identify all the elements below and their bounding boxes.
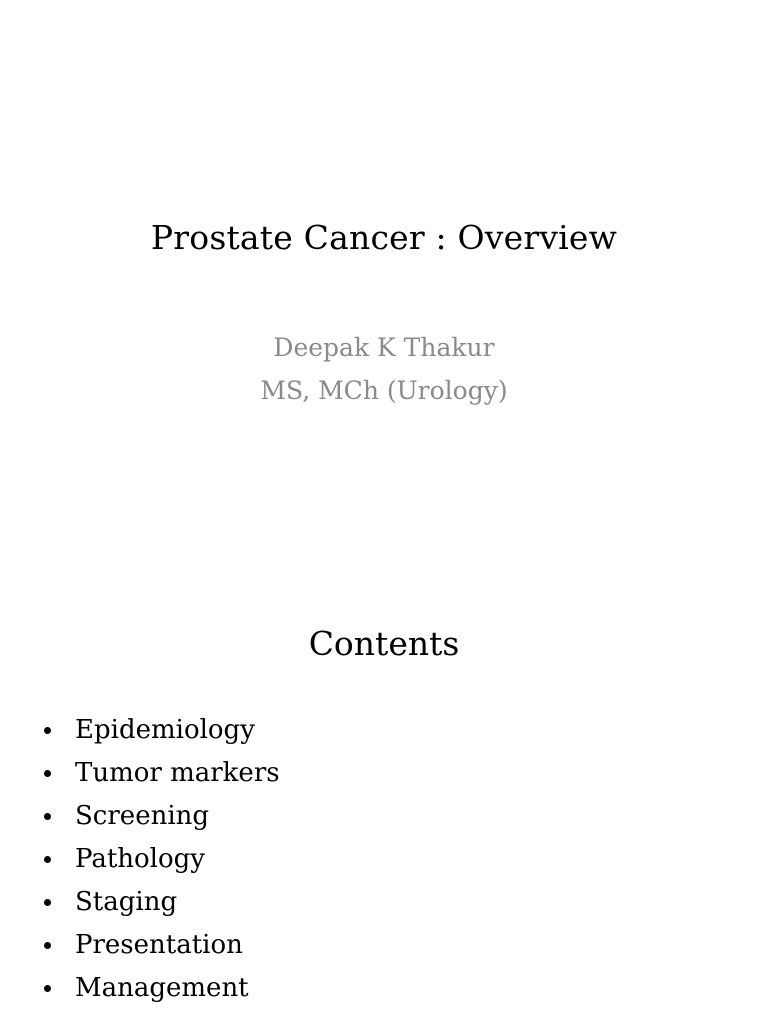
contents-list bbox=[44, 708, 280, 1009]
bullet-icon bbox=[44, 856, 51, 863]
contents-heading: Contents bbox=[308, 624, 460, 663]
list-item bbox=[44, 751, 280, 794]
author-credentials: MS, MCh (Urology) bbox=[260, 376, 508, 405]
author-name: Deepak K Thakur bbox=[273, 333, 495, 362]
list-item-label: Staging bbox=[75, 886, 178, 917]
contents-slide bbox=[0, 512, 768, 1024]
bullet-icon bbox=[44, 770, 51, 777]
list-item bbox=[44, 794, 280, 837]
list-item-label: Screening bbox=[75, 800, 210, 831]
slide-subtitle bbox=[0, 326, 768, 412]
list-item bbox=[44, 880, 280, 923]
list-item-label: Pathology bbox=[75, 843, 205, 874]
list-item bbox=[44, 837, 280, 880]
list-item-label: Presentation bbox=[75, 929, 243, 960]
list-item-label: Epidemiology bbox=[75, 714, 255, 745]
bullet-icon bbox=[44, 942, 51, 949]
bullet-icon bbox=[44, 899, 51, 906]
list-item bbox=[44, 923, 280, 966]
bullet-icon bbox=[44, 813, 51, 820]
list-item bbox=[44, 966, 280, 1009]
slide-title: Prostate Cancer : Overview bbox=[150, 218, 618, 257]
bullet-icon bbox=[44, 727, 51, 734]
list-item-label: Tumor markers bbox=[75, 757, 280, 788]
list-item-label: Management bbox=[75, 972, 249, 1003]
list-item bbox=[44, 708, 280, 751]
bullet-icon bbox=[44, 985, 51, 992]
